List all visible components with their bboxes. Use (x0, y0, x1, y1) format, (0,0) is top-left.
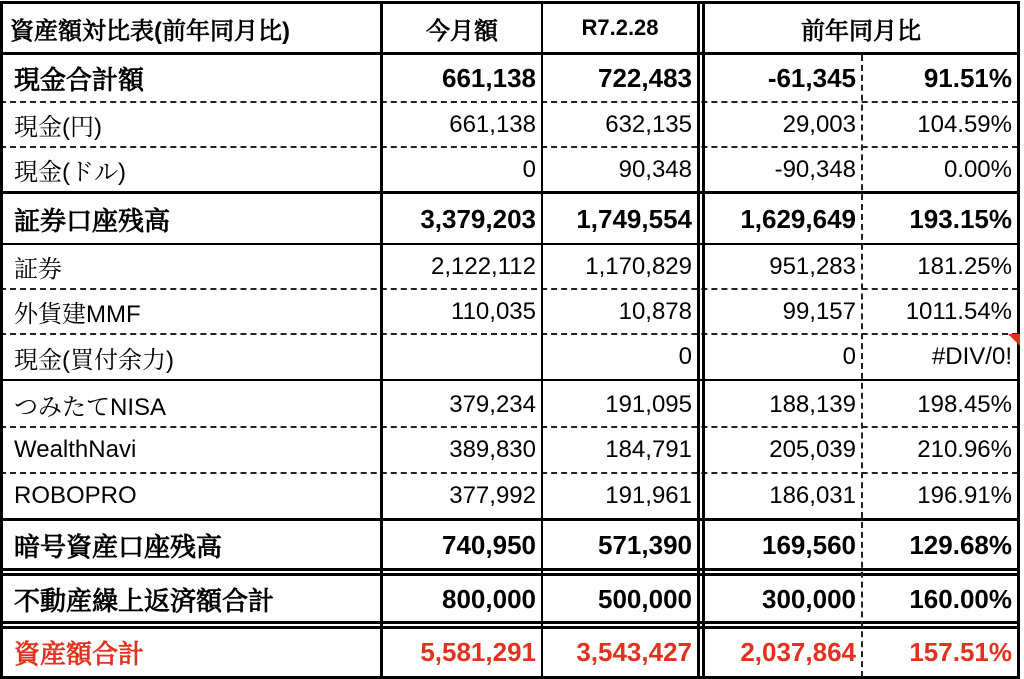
row-previous-value[interactable]: 191,961 (605, 482, 692, 509)
grid-line (0, 568, 1020, 571)
row-difference[interactable]: 300,000 (762, 583, 856, 614)
row-previous-value[interactable]: 10,878 (618, 297, 692, 325)
row-previous-value[interactable]: 191,095 (605, 390, 692, 418)
row-current-value[interactable]: 377,992 (449, 482, 536, 509)
row-current-value[interactable]: 389,830 (449, 436, 536, 463)
row-ratio[interactable]: 160.00% (909, 583, 1012, 614)
row-difference[interactable]: 205,039 (769, 436, 856, 463)
row-current-value[interactable]: 0 (522, 155, 536, 183)
row-difference[interactable]: 29,003 (782, 110, 856, 138)
row-label[interactable]: 証券口座残高 (14, 205, 171, 236)
grid-line (0, 621, 1020, 624)
row-ratio[interactable]: 198.45% (917, 390, 1012, 418)
row-current-value[interactable] (382, 334, 542, 380)
header-title[interactable]: 資産額対比表(前年同月比) (10, 17, 290, 45)
row-current-value[interactable]: 3,379,203 (420, 203, 536, 234)
row-ratio[interactable]: 0.00% (943, 155, 1012, 183)
row-previous-value[interactable]: 1,170,829 (585, 252, 692, 280)
grid-line (702, 1, 705, 679)
row-previous-value[interactable]: 500,000 (598, 583, 692, 614)
total-ratio[interactable]: 157.51% (909, 637, 1012, 667)
row-previous-value[interactable]: 0 (678, 343, 692, 370)
grid-line (0, 379, 1020, 381)
row-label[interactable]: 現金(買付余力) (14, 346, 174, 374)
header-current-month[interactable]: 今月額 (426, 17, 498, 45)
total-difference[interactable]: 2,037,864 (740, 637, 856, 667)
row-difference[interactable]: -61,345 (767, 62, 856, 93)
grid-line-dashed (0, 288, 1018, 290)
row-label[interactable]: 外貨建MMF (14, 301, 141, 328)
row-current-value[interactable]: 800,000 (442, 583, 536, 614)
row-difference[interactable]: 169,560 (762, 529, 856, 560)
row-current-value[interactable]: 740,950 (442, 529, 536, 560)
row-ratio[interactable]: #DIV/0! (931, 343, 1012, 370)
row-current-value[interactable]: 661,138 (449, 110, 536, 138)
grid-line-dashed (0, 101, 1018, 103)
row-previous-value[interactable]: 90,348 (618, 155, 692, 183)
total-current-value[interactable]: 5,581,291 (420, 637, 536, 667)
row-ratio[interactable]: 210.96% (917, 436, 1012, 463)
header-previous-date[interactable]: R7.2.28 (581, 15, 659, 40)
row-ratio[interactable]: 104.59% (917, 110, 1012, 138)
row-label[interactable]: 不動産繰上返済額合計 (14, 585, 275, 616)
grid-line (0, 243, 1020, 245)
grid-line (0, 1, 1020, 4)
row-label[interactable]: 現金(ドル) (14, 159, 126, 186)
row-label[interactable]: 現金(円) (14, 114, 102, 141)
grid-line (0, 52, 1020, 55)
grid-line-dashed (0, 472, 1018, 474)
row-previous-value[interactable]: 722,483 (598, 62, 692, 93)
grid-line (0, 191, 1020, 194)
row-difference[interactable]: -90,348 (774, 155, 856, 183)
row-current-value[interactable]: 110,035 (451, 297, 536, 325)
row-current-value[interactable]: 379,234 (449, 390, 536, 418)
grid-line (0, 573, 1020, 576)
grid-line (0, 1, 3, 679)
grid-line-dashed (861, 55, 863, 677)
row-label[interactable]: 暗号資産口座残高 (14, 531, 223, 562)
row-current-value[interactable]: 661,138 (442, 62, 536, 93)
grid-line (697, 1, 700, 679)
grid-line (541, 1, 543, 679)
row-label[interactable]: ROBOPRO (14, 482, 137, 509)
row-ratio[interactable]: 1011.54% (905, 297, 1012, 325)
total-label[interactable]: 資産額合計 (14, 639, 145, 669)
row-difference[interactable]: 0 (842, 343, 856, 370)
row-previous-value[interactable]: 571,390 (598, 529, 692, 560)
total-previous-value[interactable]: 3,543,427 (576, 637, 692, 667)
row-label[interactable]: つみたてNISA (14, 394, 167, 421)
row-label[interactable]: 証券 (14, 256, 62, 283)
comment-indicator-icon[interactable] (1008, 334, 1020, 346)
row-previous-value[interactable]: 632,135 (605, 110, 692, 138)
row-label[interactable]: 現金合計額 (14, 64, 145, 95)
row-previous-value[interactable]: 184,791 (605, 436, 692, 463)
row-ratio[interactable]: 181.25% (917, 252, 1012, 280)
row-difference[interactable]: 99,157 (782, 297, 856, 325)
row-difference[interactable]: 188,139 (769, 390, 856, 418)
row-ratio[interactable]: 91.51% (923, 62, 1012, 93)
header-year-over-year[interactable]: 前年同月比 (801, 17, 921, 45)
grid-line (0, 518, 1020, 521)
row-ratio[interactable]: 129.68% (909, 529, 1012, 560)
row-ratio[interactable]: 196.91% (917, 482, 1012, 509)
row-previous-value[interactable]: 1,749,554 (576, 203, 692, 234)
grid-line (380, 1, 383, 679)
row-ratio[interactable]: 193.15% (909, 203, 1012, 234)
row-current-value[interactable]: 2,122,112 (431, 252, 536, 280)
row-difference[interactable]: 951,283 (769, 252, 856, 280)
row-difference[interactable]: 186,031 (769, 482, 856, 509)
grid-line-dashed (0, 146, 1018, 148)
grid-line (0, 626, 1020, 629)
grid-line-dashed (0, 333, 1018, 335)
grid-line-dashed (0, 426, 1018, 428)
row-difference[interactable]: 1,629,649 (740, 203, 856, 234)
row-label[interactable]: WealthNavi (14, 436, 137, 463)
